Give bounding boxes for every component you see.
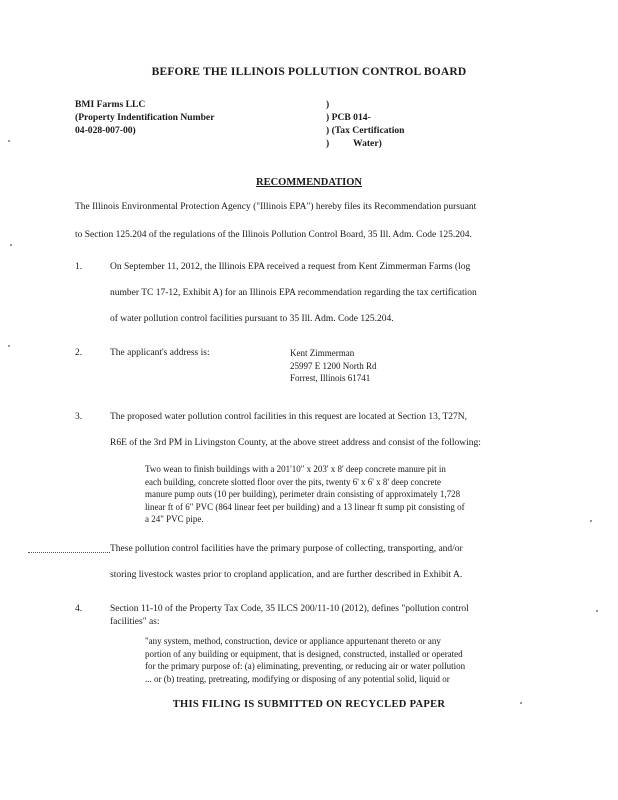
caption-left-line-3: 04-028-007-00)	[75, 125, 136, 136]
statute-quote	[145, 635, 465, 685]
recycled-paper-footer: THIS FILING IS SUBMITTED ON RECYCLED PAPER	[172, 699, 446, 710]
caption-left-line-1: BMI Farms LLC	[75, 99, 146, 110]
para1-number: 1.	[75, 262, 83, 272]
caption-paren-top: )	[326, 99, 330, 110]
quote-line-4: ... or (b) treating, pretreating, modifying or disposing of any potential solid, liquid or	[145, 673, 450, 684]
caption-right-line-2: ) (Tax Certification	[326, 125, 405, 136]
para3-line-2: R6E of the 3rd PM in Livingston County, at the above street address and consist of the following:	[110, 438, 481, 448]
intro-line-2: to Section 125.204 of the regulations of the Illinois Pollution Control Board, 35 Ill. Adm. Code 125.204.	[75, 230, 472, 240]
para1-line-1: On September 11, 2012, the Illinois EPA received a request from Kent Zimmerman Farms (log	[110, 262, 471, 272]
para4-number: 4.	[75, 604, 83, 614]
scan-speck	[596, 610, 598, 612]
quote-line-1: "any system, method, construction, device or appliance appurtenant thereto or any	[145, 636, 441, 646]
caption-left-line-2: (Property Indentification Number	[75, 112, 215, 123]
facility-line-2: each building, concrete slotted floor over the pits, twenty 6' x 6' x 8' deep concrete	[145, 476, 442, 487]
facility-description	[145, 463, 465, 526]
para2-label: The applicant's address is:	[110, 348, 210, 358]
para1-line-3: of water pollution control facilities pursuant to 35 Ill. Adm. Code 125.204.	[110, 314, 394, 324]
quote-line-2: portion of any building or equipment, that is designed, constructed, installed or operated	[145, 648, 463, 659]
document-title: BEFORE THE ILLINOIS POLLUTION CONTROL BOARD	[151, 66, 467, 78]
scan-speck	[590, 520, 592, 522]
applicant-address	[290, 347, 377, 385]
address-line-3: Forrest, Illinois 61741	[290, 373, 371, 383]
scan-speck	[8, 140, 10, 142]
facility-line-1: Two wean to finish buildings with a 201'10" x 203' x 8' deep concrete manure pit in	[145, 464, 446, 474]
margin-dotted-mark	[28, 552, 110, 553]
caption-docket	[326, 98, 405, 150]
para4-line-2: facilities" as:	[110, 617, 160, 627]
caption-party	[75, 98, 214, 137]
para3-line-1: The proposed water pollution control facilities in this request are located at Section 13, T27N,	[110, 412, 468, 422]
scan-speck	[10, 244, 12, 246]
caption-right-line-3: ) Water)	[326, 138, 382, 149]
scan-speck	[520, 702, 522, 704]
para3-after-line-2: storing livestock wastes prior to cropland application, and are further described in Exhibit A.	[110, 570, 463, 580]
scan-speck	[8, 345, 10, 347]
address-line-2: 25997 E 1200 North Rd	[290, 360, 377, 371]
facility-line-5: a 24" PVC pipe.	[145, 514, 204, 524]
quote-line-3: for the primary purpose of: (a) eliminating, preventing, or reducing air or water pollution	[145, 661, 466, 671]
section-heading: RECOMMENDATION	[256, 177, 362, 188]
para4-line-1: Section 11-10 of the Property Tax Code, 35 ILCS 200/11-10 (2012), defines "pollution control	[110, 604, 469, 614]
para2-number: 2.	[75, 348, 83, 358]
facility-line-3: manure pump outs (10 per building), perimeter drain consisting of approximately 1,728	[145, 489, 461, 499]
para1-line-2: number TC 17-12, Exhibit A) for an Illinois EPA recommendation regarding the tax certification	[110, 288, 477, 298]
facility-line-4: linear ft of 6" PVC (864 linear feet per building) and a 13 linear ft sump pit consisting of	[145, 501, 465, 512]
intro-line-1: The Illinois Environmental Protection Agency ("Illinois EPA") hereby files its Recommendation pursuant	[75, 202, 477, 212]
caption-right-line-1: ) PCB 014-	[326, 112, 371, 123]
address-line-1: Kent Zimmerman	[290, 348, 355, 358]
para3-number: 3.	[75, 412, 83, 422]
para3-after-line-1: These pollution control facilities have the primary purpose of collecting, transporting, and/or	[110, 544, 463, 554]
